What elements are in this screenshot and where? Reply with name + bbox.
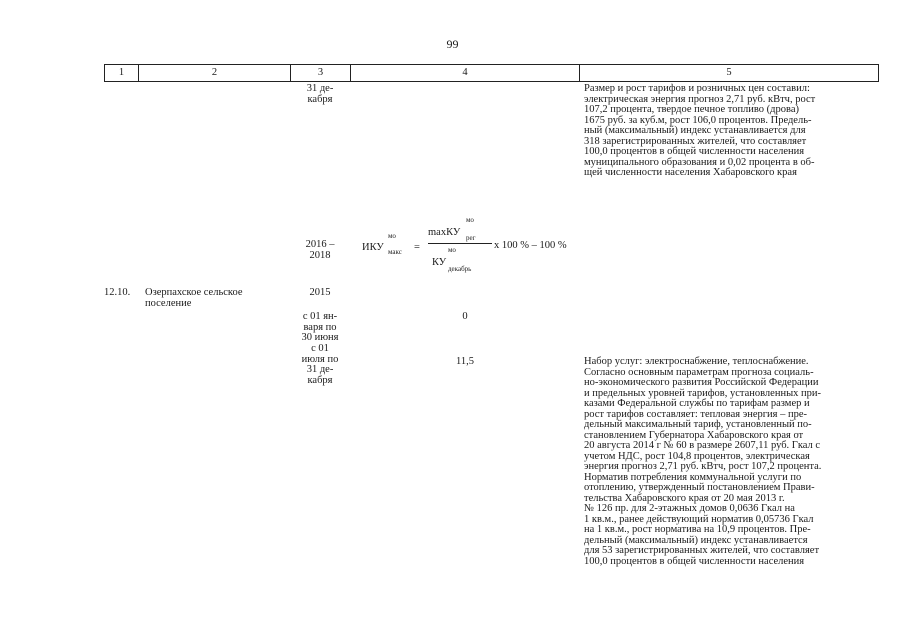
entry-period-1 [297, 312, 343, 344]
description-line: тельства Хабаровского края от 20 мая 2013 г. [584, 492, 785, 504]
description-line: 20 августа 2014 г № 60 в размере 2607,11 руб. Гкал с [584, 440, 821, 451]
description-line: отоплению, утвержденный постановлением Прави- [584, 482, 815, 493]
description-line: щей численности населения Хабаровского края [584, 167, 797, 178]
formula-numerator: maxКУ [428, 227, 461, 238]
entry-name-line: поселение [145, 297, 192, 309]
entry-number: 12.10. [104, 287, 131, 298]
formula-den-sup: мо [448, 246, 456, 254]
top-period-line: 31 де- [306, 83, 334, 94]
formula-lhs-sup: мо [388, 232, 396, 240]
description-line: но-экономического развития Российской Федерации [584, 377, 819, 388]
description-line: для 53 зарегистрированных жителей, что составляет [584, 545, 820, 556]
description-line: 1675 руб. за куб.м, рост 106,0 процентов. Предель- [584, 114, 812, 126]
fraction-line [428, 243, 492, 244]
description-line: дельный (максимальный) индекс устанавливается [584, 534, 808, 546]
top-period-cell [297, 84, 343, 105]
period-line: 30 июня [301, 332, 339, 343]
formula [362, 214, 582, 276]
top-description [584, 84, 878, 179]
formula-lhs-sub: макс [388, 248, 402, 256]
period-line: июля по [301, 353, 339, 365]
header-col-1: 1 [105, 65, 139, 81]
description-line: Размер и рост тарифов и розничных цен составил: [584, 83, 810, 94]
entry-period-2 [297, 344, 343, 386]
entry-name [145, 288, 285, 309]
formula-lhs: ИКУ [362, 242, 384, 253]
page-number: 99 [446, 37, 459, 51]
description-line: Согласно основным параметрам прогноза социаль- [584, 366, 814, 378]
header-col-4: 4 [351, 65, 580, 81]
period-line: с 01 ян- [302, 311, 338, 322]
period-line: 31 де- [306, 364, 334, 375]
header-col-5: 5 [726, 67, 732, 78]
description-line: ный (максимальный) индекс устанавливается для [584, 125, 806, 136]
description-line: № 126 пр. для 2-этажных домов 0,0636 Гкал на [584, 503, 795, 514]
formula-years [297, 240, 343, 261]
entry-name-line: Озерпахское сельское [145, 287, 243, 298]
table-header-row [104, 64, 879, 82]
description-line: рост тарифов составляет: тепловая энергия – пре- [584, 408, 808, 420]
header-col-2: 2 [139, 65, 291, 81]
description-line: электрическая энергия прогноз 2,71 руб. кВтч, рост [584, 93, 816, 105]
description-line: 318 зарегистрированных жителей, что составляет [584, 135, 807, 147]
description-line: 107,2 процента, твердое печное топливо (дрова) [584, 104, 799, 115]
description-line: и предельных уровней тарифов, установленных при- [584, 387, 821, 399]
description-line: 100,0 процентов в общей численности населения [584, 555, 805, 567]
description-line: 100,0 процентов в общей численности населения [584, 146, 805, 157]
description-line: казами Федеральной службы по тарифам размер и [584, 398, 810, 409]
formula-years-line: 2016 – [305, 239, 335, 250]
description-line: Набор услуг: электроснабжение, теплоснабжение. [584, 356, 809, 367]
entry-description [584, 357, 878, 567]
description-line: Норматив потребления коммунальной услуги по [584, 471, 802, 483]
description-line: 1 кв.м., ранее действующий норматив 0,05736 Гкал [584, 513, 814, 525]
header-col-3: 3 [291, 65, 351, 81]
formula-num-sub: рег [466, 234, 476, 242]
period-line: с 01 [311, 343, 329, 354]
entry-value-2: 11,5 [456, 356, 474, 367]
entry-value-1: 0 [462, 311, 468, 322]
equals-sign: = [414, 242, 420, 253]
description-line: дельный максимальный тариф, установленный по- [584, 419, 812, 430]
top-period-line: кабря [307, 93, 333, 105]
description-line: на 1 кв.м., рост норматива на 10,9 процентов. Пре- [584, 524, 811, 535]
description-line: становлением Губернатора Хабаровского края от [584, 429, 804, 441]
period-line: варя по [303, 321, 337, 333]
formula-denominator: КУ [432, 257, 447, 268]
formula-den-sub: декабрь [448, 265, 472, 273]
description-line: учетом НДС, рост 104,8 процентов, электрическая [584, 450, 810, 462]
description-line: муниципального образования и 0,02 процента в об- [584, 156, 815, 168]
formula-tail: х 100 % – 100 % [494, 240, 567, 251]
description-line: энергия прогноз 2,71 руб. кВтч, рост 107,2 процента. [584, 461, 822, 472]
entry-year: 2015 [309, 287, 331, 298]
formula-num-sup: мо [466, 216, 474, 224]
period-line: кабря [307, 374, 333, 386]
formula-years-line: 2018 [309, 249, 331, 261]
